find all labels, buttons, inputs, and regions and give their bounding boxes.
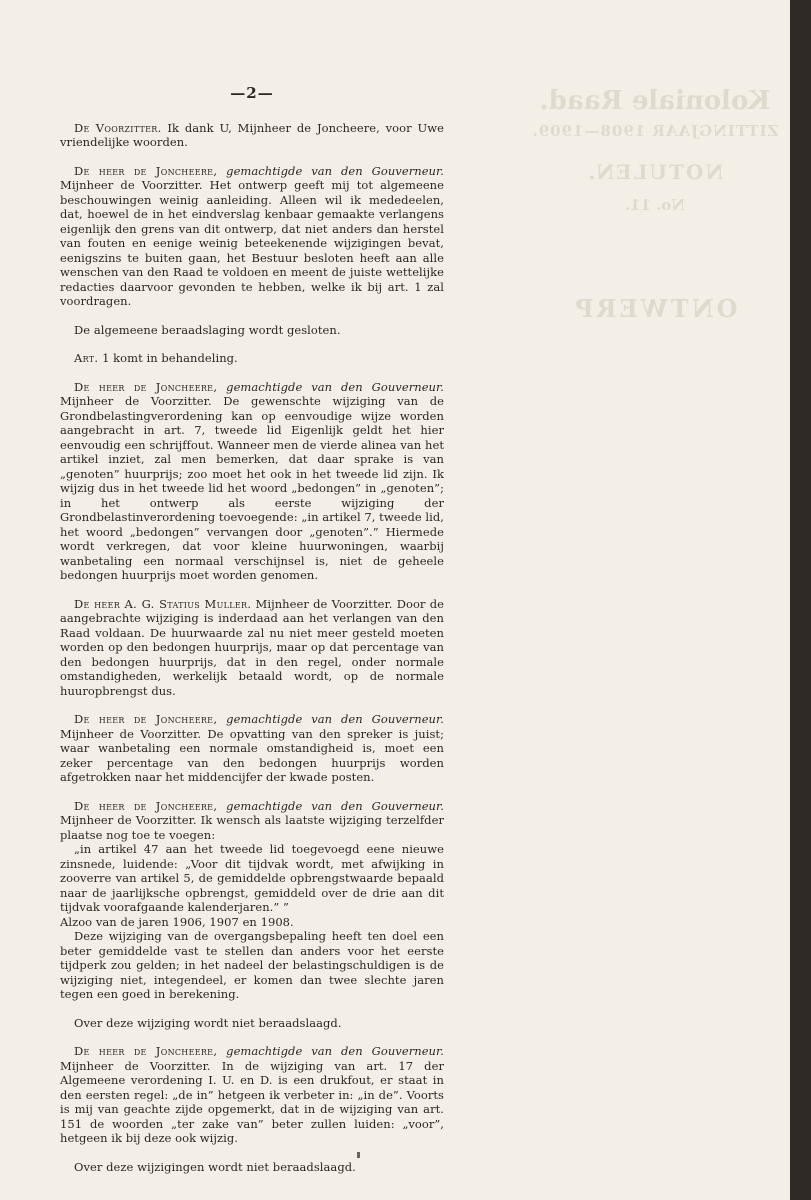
paragraph-text: Mijnheer de Voorzitter. De gewenschte wijziging van de Grondbelastingverordening kan op eenvoudige wijze worden aangebracht in art. 7, tweede lid Eigenlijk geldt het hier eenvoudig een schrijffout. Wanneer men de vierde alinea van het artikel inziet, zal men bemerken, dat daar sprake is van „genoten” huurprijs; zoo moet het ook in het tweede lid zijn. Ik wijzig dus in het tweede lid het woord „bedongen” in „genoten”; in het ontwerp als eerste wijziging der Grondbelastinverordening toevoegende: „in artikel 7, tweede lid, het woord „bedongen” vervangen door „genoten”.” Hiermede wordt verkregen, dat voor kleine huurwoningen, waarbij wanbetaling een normaal verschijnsel is, niet de geheele bedongen huurprijs moet worden genomen. — [60, 394, 444, 582]
paragraph-3 — [60, 351, 444, 366]
paragraph-text: Deze wijziging van de overgangsbepaling heeft ten doel een beter gemiddelde vast te stellen dan anders voor het eerste tijdperk zou gelden; in het nadeel der belastingschuldigen is de wijziging niet, integendeel, er komen dan twee slechte jaren tegen een goed in berekening. — [60, 929, 444, 1001]
paragraph-9 — [60, 915, 444, 930]
speaker: De heer de Joncheere, — [74, 798, 218, 813]
paragraph-6 — [60, 712, 444, 785]
speaker-role: gemachtigde van den Gouverneur. — [217, 379, 444, 394]
document-body — [60, 86, 444, 1188]
quoted-amendment: „in artikel 47 aan het tweede lid toegevoegd eene nieuwe zinsnede, luidende: „Voor dit tijdvak wordt, met afwijking in zooverre van artikel 5, de gemiddelde opbrengstwaarde bepaald naar de jaarlijksche opbrengst, gemiddeld over de drie aan dit tijdvak voorafgaande kalenderjaren.” ” — [60, 842, 444, 914]
paragraph-text: Alzoo van de jaren 1906, 1907 en 1908. — [60, 914, 294, 929]
paragraph-2 — [60, 323, 444, 338]
bleed-line-2: ZITTINGJAAR 1908—1909. — [531, 122, 779, 140]
paragraph-0 — [60, 121, 444, 150]
paragraph-7 — [60, 799, 444, 843]
paragraph-text: Mijnheer de Voorzitter. In de wijziging van art. 17 der Algemeene verordening I. U. en D. is een drukfout, er staat in den eersten regel: „de in” hetgeen ik verbeter in: „in de”. Voorts is mij van geachte zijde opgemerkt, dat in de wijziging van art. 151 de woorden „ter zake van” beter zullen luiden: „voor”, hetgeen ik bij deze ook wijzig. — [60, 1058, 444, 1145]
speaker-role: gemachtigde van den Gouverneur. — [217, 1044, 444, 1058]
bleed-line-3: NOTULEN. — [586, 160, 724, 184]
paragraph-text: Mijnheer de Voorzitter. Door de aangebrachte wijziging is inderdaad aan het verlangen van den Raad voldaan. De huurwaarde zal nu niet meer gesteld moeten worden op den bedongen huurprijs, maar op dat percentage van den bedongen huurprijs, dat in den regel, onder normale omstandigheden, werkelijk betaald wordt, op de normale huuropbrengst dus. — [60, 596, 444, 698]
speaker-role: gemachtigde van den Gouverneur. — [217, 163, 444, 178]
speaker: De heer A. G. Statius Muller. — [74, 596, 252, 611]
paragraph-11 — [60, 1016, 444, 1031]
paragraph-text: Ik dank U, Mijnheer de Joncheere, voor Uwe vriendelijke woorden. — [60, 120, 444, 149]
page-number: —2— — [230, 84, 274, 102]
paragraph-text: Mijnheer de Voorzitter. De opvatting van den spreker is juist; waar wanbetaling een normale omstandigheid is, moet een zeker percentage van den bedongen huurprijs worden afgetrokken naar het middencijfer der kwade posten. — [60, 726, 444, 784]
bleed-through-text — [520, 80, 790, 323]
paragraph-text: Mijnheer de Voorzitter. Het ontwerp geeft mij tot algemeene beschouwingen weinig aanleiding. Alleen wil ik mededeelen, dat, hoewel de in het eindverslag kenbaar gemaakte verlangens eigenlijk den grens van dit ontwerp, dat niet anders dan herstel van fouten en eenige weinig beteekenende wijzigingen bevat, eenigszins te buiten gaan, het Bestuur besloten heeft aan alle wenschen van den Raad te voldoen en meent de juiste wettelijke redacties daarvoor gevonden te hebben, welke ik bij art. 1 zal voordragen. — [60, 178, 444, 308]
speaker-role: gemachtigde van den Gouverneur. — [217, 712, 444, 726]
paragraph-text: De algemeene beraadslaging wordt gesloten. — [74, 322, 341, 337]
ink-mark — [357, 1152, 360, 1158]
bleed-line-4: No. 11. — [625, 196, 685, 214]
paragraph-text: Over deze wijzigingen wordt niet beraadslaagd. — [74, 1159, 356, 1174]
paragraph-4 — [60, 380, 444, 583]
paragraph-text: Over deze wijziging wordt niet beraadslaagd. — [74, 1015, 342, 1030]
article-label: Art. — [74, 351, 99, 365]
bleed-line-1: Koloniale Raad. — [539, 86, 771, 116]
paragraph-text: Mijnheer de Voorzitter. Ik wensch als laatste wijziging terzelfder plaatse nog toe te voegen: — [60, 813, 444, 842]
paragraph-13 — [60, 1160, 444, 1175]
speaker: De heer de Joncheere, — [74, 163, 218, 178]
bleed-line-5: ONTWERP — [572, 294, 738, 323]
paragraph-text: 1 komt in behandeling. — [98, 351, 238, 365]
paragraph-10 — [60, 929, 444, 1002]
paragraph-1 — [60, 164, 444, 309]
speaker: De heer de Joncheere, — [74, 712, 218, 726]
paragraph-12 — [60, 1044, 444, 1146]
paragraph-8 — [60, 842, 444, 915]
book-spine-edge — [790, 0, 811, 1200]
speaker: De heer de Joncheere, — [74, 379, 218, 394]
speaker: De Voorzitter. — [74, 120, 162, 135]
speaker: De heer de Joncheere, — [74, 1044, 218, 1058]
paragraph-5 — [60, 597, 444, 699]
speaker-role: gemachtigde van den Gouverneur. — [217, 798, 444, 813]
